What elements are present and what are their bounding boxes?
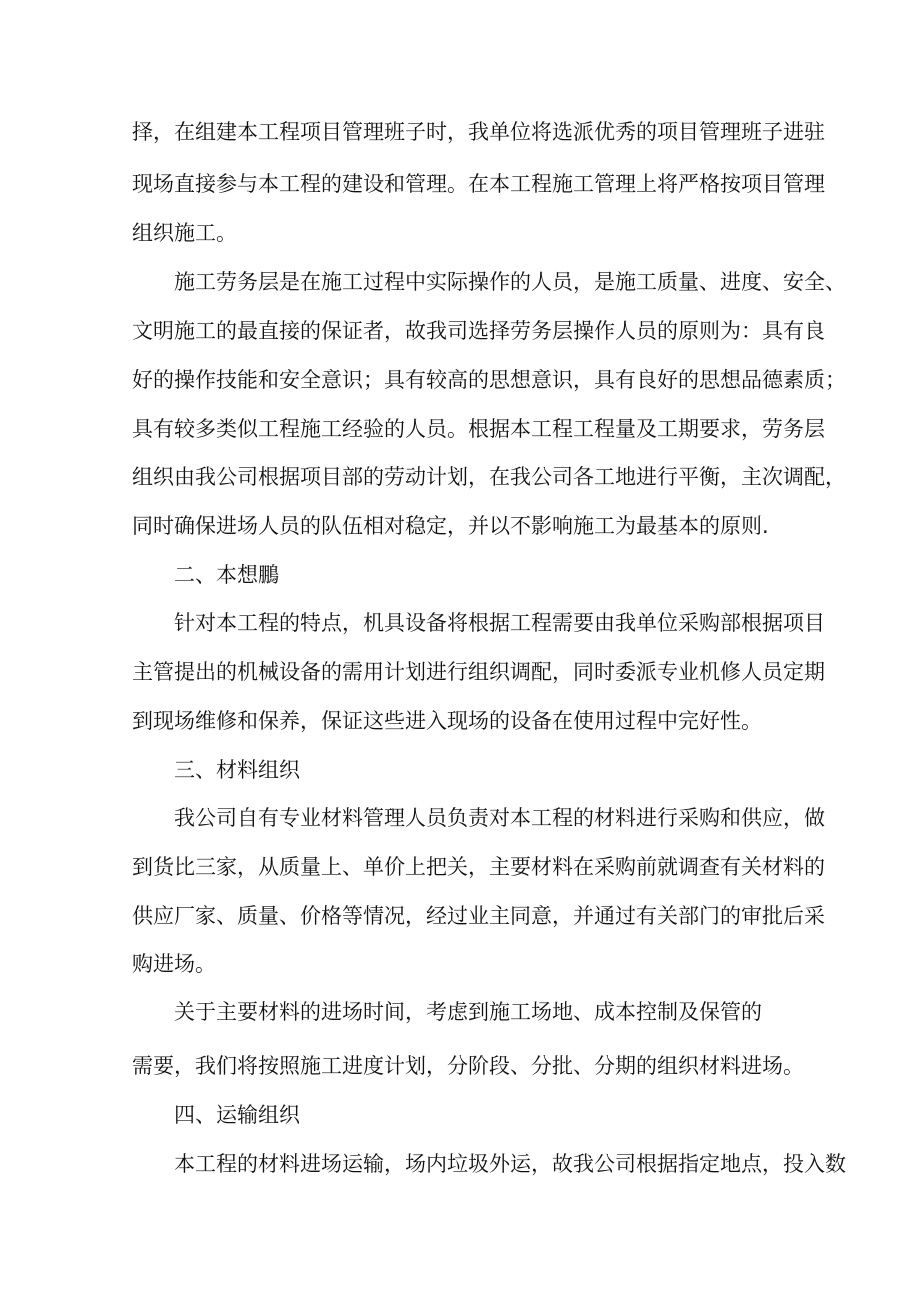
text-line: 到现场维修和保养，保证这些进入现场的设备在使用过程中完好性。	[132, 709, 762, 733]
text-line: 针对本工程的特点，机具设备将根据工程需要由我单位采购部根据项目	[174, 611, 825, 635]
text-line: 文明施工的最直接的保证者，故我司选择劳务层操作人员的原则为：具有良	[132, 319, 825, 343]
text-line: 组织由我公司根据项目部的劳动计划，在我公司各工地进行平衡，主次调配，	[132, 465, 846, 489]
text-line: 同时确保进场人员的队伍相对稳定，并以不影响施工为最基本的原则.	[132, 514, 769, 538]
text-line: 供应厂家、质量、价格等情况，经过业主同意，并通过有关部门的审批后采	[132, 904, 825, 928]
section-heading: 四、运输组织	[174, 1103, 300, 1127]
section-heading: 三、材料组织	[174, 758, 300, 782]
text-line: 需要，我们将按照施工进度计划，分阶段、分批、分期的组织材料进场。	[132, 1054, 804, 1078]
text-line: 到货比三家，从质量上、单价上把关，主要材料在采购前就调查有关材料的	[132, 855, 825, 879]
text-line: 本工程的材料进场运输，场内垃圾外运，故我公司根据指定地点，投入数	[174, 1152, 846, 1176]
text-line: 主管提出的机械设备的需用计划进行组织调配，同时委派专业机修人员定期	[132, 660, 825, 684]
text-line: 关于主要材料的进场时间，考虑到施工场地、成本控制及保管的	[174, 1000, 762, 1024]
text-line: 具有较多类似工程施工经验的人员。根据本工程工程量及工期要求，劳务层	[132, 417, 825, 441]
text-line: 购进场。	[132, 952, 216, 976]
text-line: 择，在组建本工程项目管理班子时，我单位将选派优秀的项目管理班子进驻	[132, 120, 825, 144]
text-line: 组织施工。	[132, 221, 237, 245]
text-line: 现场直接参与本工程的建设和管理。在本工程施工管理上将严格按项目管理	[132, 172, 825, 196]
text-line: 好的操作技能和安全意识；具有较高的思想意识，具有良好的思想品德素质；	[132, 368, 846, 392]
section-heading: 二、本想鵬	[174, 563, 279, 587]
text-line: 施工劳务层是在施工过程中实际操作的人员，是施工质量、进度、安全、	[174, 270, 846, 294]
text-line: 我公司自有专业材料管理人员负责对本工程的材料进行采购和供应，做	[174, 806, 825, 830]
